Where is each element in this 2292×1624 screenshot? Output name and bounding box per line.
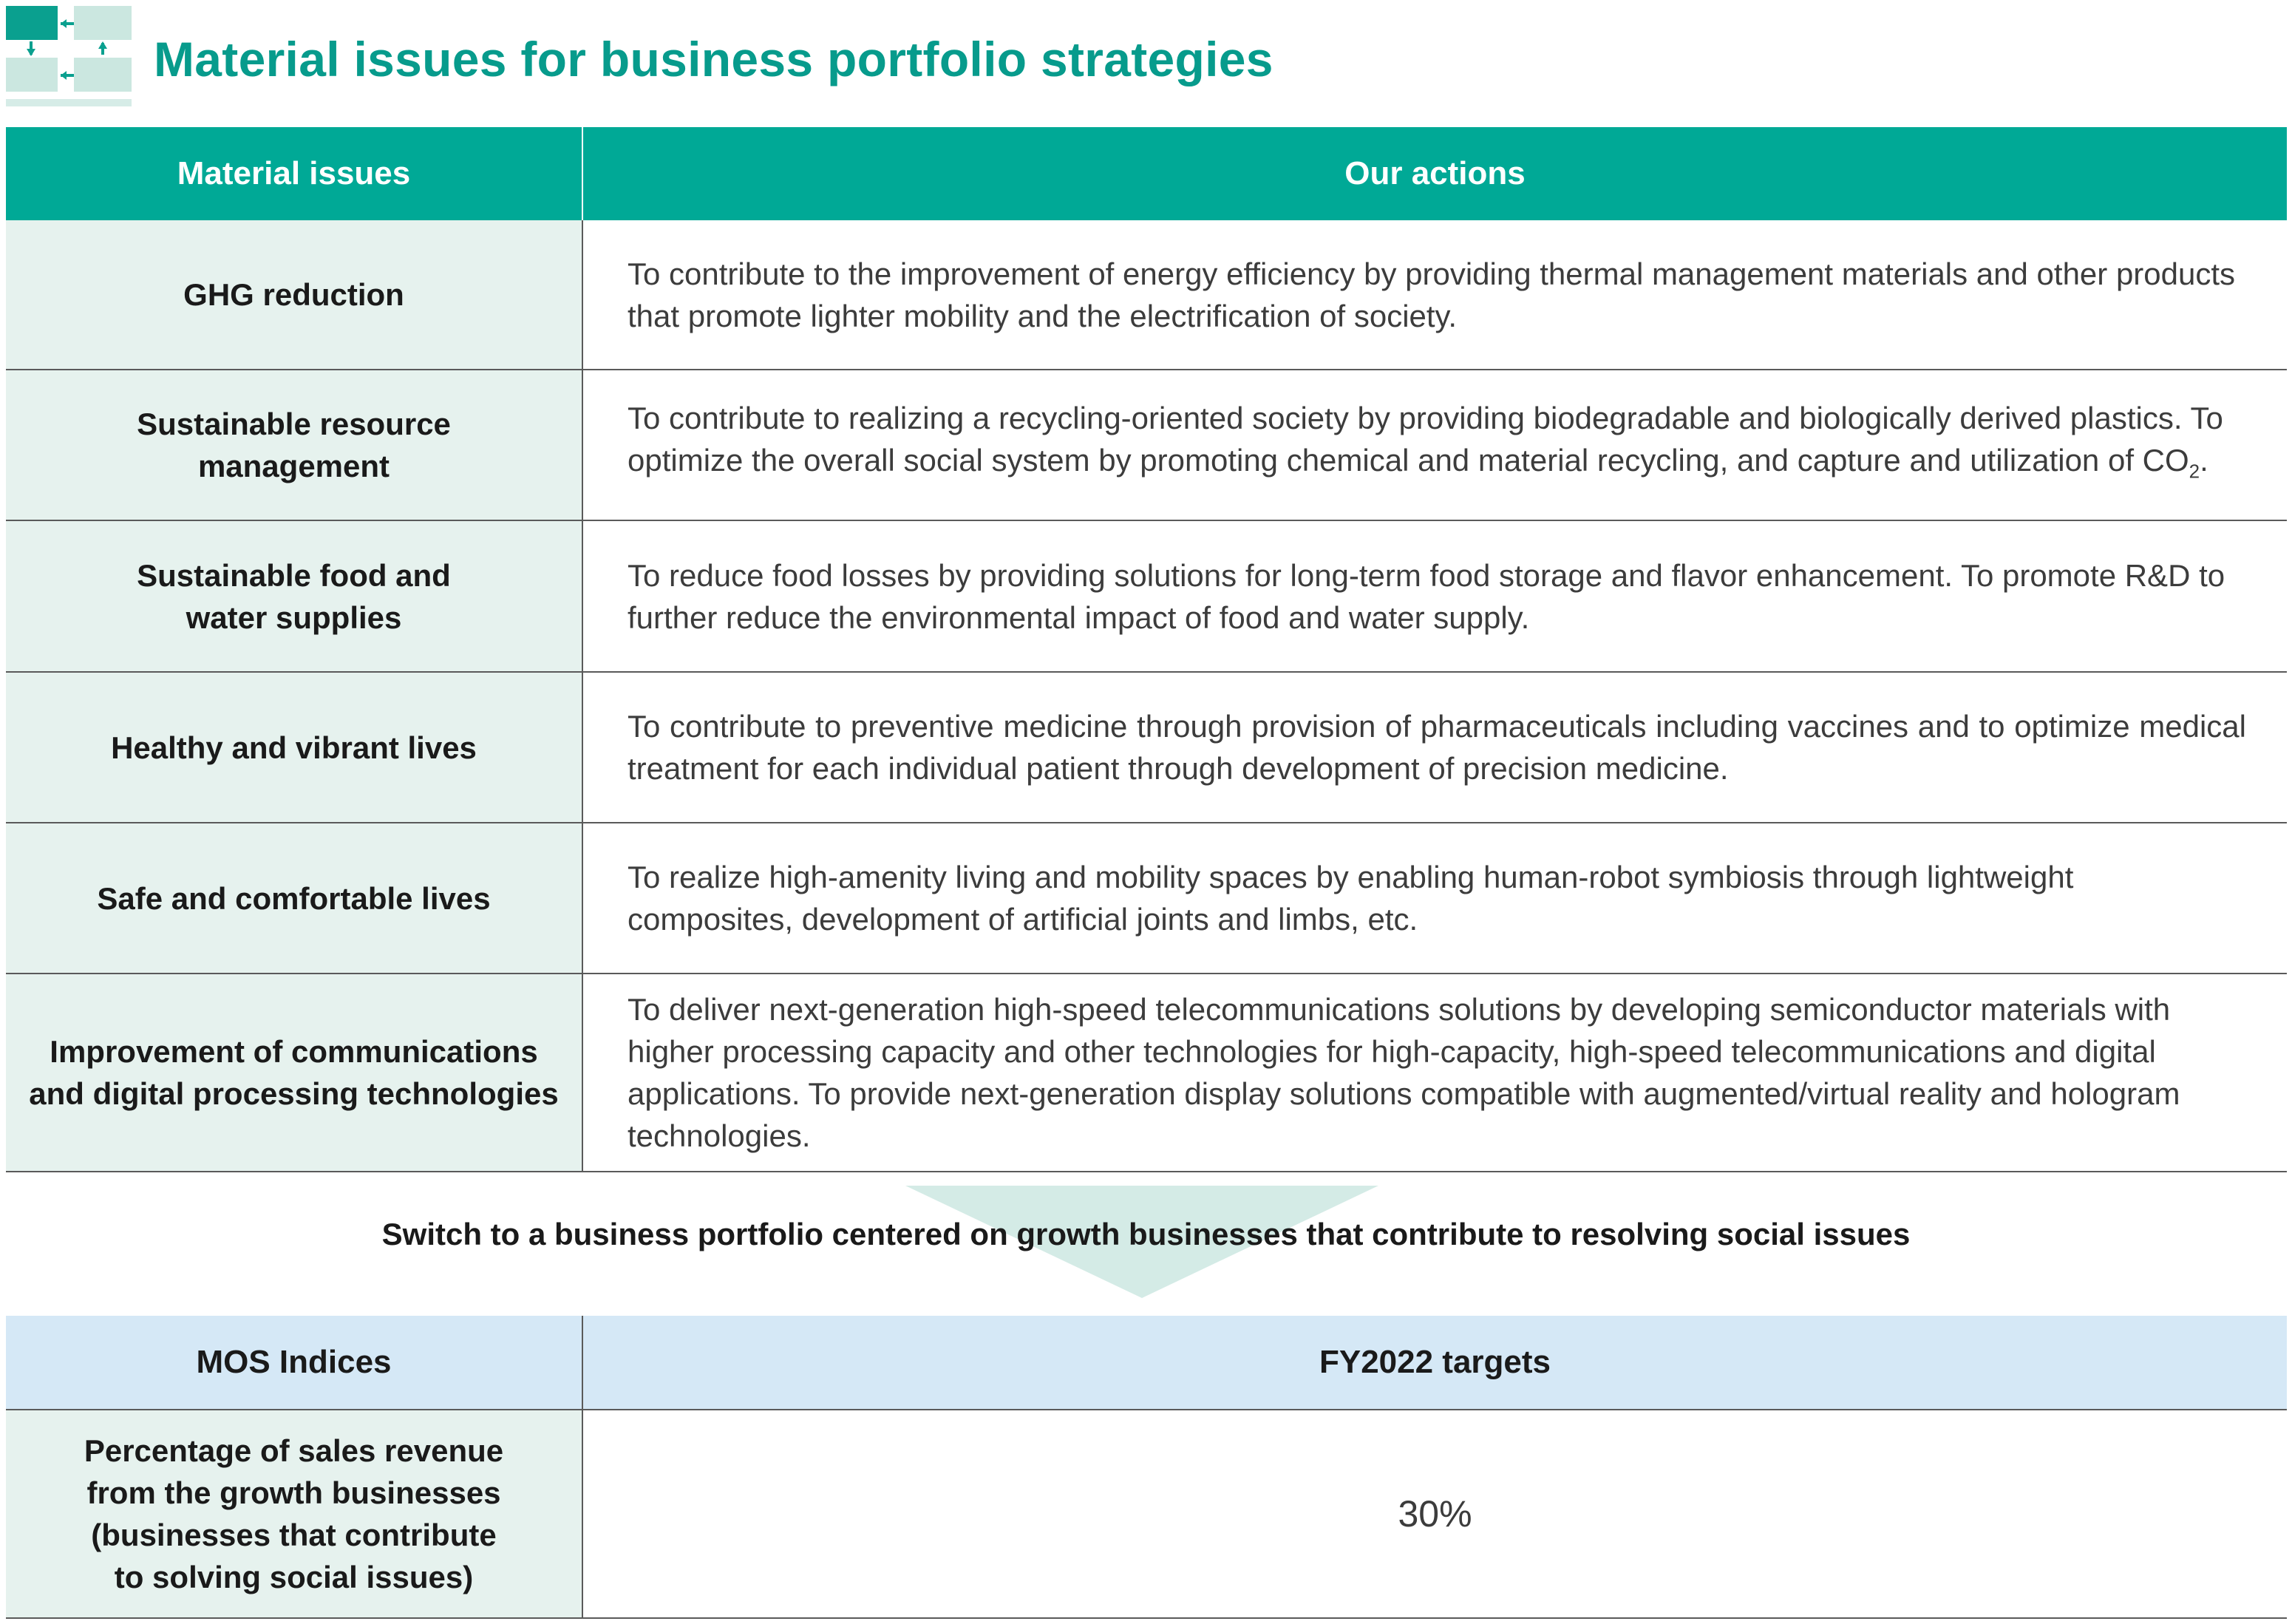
table-row (6, 1410, 2287, 1618)
table-row (6, 220, 2287, 370)
action-text: To reduce food losses by providing solutions for long-term food storage and flavor enhancement. To promote R&D to further reduce the environmental impact of food and water supply. (582, 520, 2287, 672)
fy2022-target-value: 30% (582, 1410, 2287, 1618)
table-row (6, 974, 2287, 1172)
issue-healthy-vibrant-lives: Healthy and vibrant lives (6, 672, 582, 823)
transition-statement: Switch to a business portfolio centered on growth businesses that contribute to resolving social issues (381, 1217, 1911, 1251)
issue-sustainable-resource-management: Sustainable resource management (6, 370, 582, 520)
action-text: To contribute to the improvement of energy efficiency by providing thermal management materials and other products that promote lighter mobility and the electrification of society. (582, 220, 2287, 370)
table-row (6, 520, 2287, 672)
action-text-end: . (2200, 443, 2208, 478)
action-text: To realize high-amenity living and mobility spaces by enabling human-robot symbiosis through lightweight composites, development of artificial joints and limbs, etc. (582, 823, 2287, 974)
column-header-material-issues: Material issues (6, 127, 582, 220)
table-header-row (6, 127, 2287, 220)
issue-ghg-reduction: GHG reduction (6, 220, 582, 370)
mos-indices-table (6, 1316, 2287, 1619)
co2-subscript: 2 (2189, 460, 2200, 483)
material-issues-table (6, 127, 2287, 1172)
action-text: To deliver next-generation high-speed telecommunications solutions by developing semiconductor materials with higher processing capacity and other technologies for high-capacity, high-speed telecommunications and digital applications. To provide next-generation display solutions compatible with augmented/virtual reality and hologram technologies. (582, 974, 2287, 1172)
table-row (6, 823, 2287, 974)
issue-communications-digital: Improvement of communications and digital processing technologies (6, 974, 582, 1172)
table-row (6, 672, 2287, 823)
action-text (582, 370, 2287, 520)
column-header-mos-indices: MOS Indices (6, 1316, 582, 1410)
issue-sustainable-food-water: Sustainable food and water supplies (6, 520, 582, 672)
mos-index-sales-revenue: Percentage of sales revenue from the growth businesses (businesses that contribute to solving social issues) (6, 1410, 582, 1618)
issue-safe-comfortable-lives: Safe and comfortable lives (6, 823, 582, 974)
table-row (6, 370, 2287, 520)
action-text: To contribute to preventive medicine through provision of pharmaceuticals including vaccines and to optimize medical treatment for each individual patient through development of precision medicine. (582, 672, 2287, 823)
action-text-main: To contribute to realizing a recycling-oriented society by providing biodegradable and biologically derived plastics. To optimize the overall social system by promoting chemical and material recycling, and capture and utilization of CO (628, 401, 2223, 478)
portfolio-logo-icon (6, 6, 132, 109)
column-header-fy2022-targets: FY2022 targets (582, 1316, 2287, 1410)
column-header-our-actions: Our actions (582, 127, 2287, 220)
table-header-row (6, 1316, 2287, 1410)
page-header (6, 6, 2282, 109)
page-title: Material issues for business portfolio strategies (154, 32, 1273, 86)
